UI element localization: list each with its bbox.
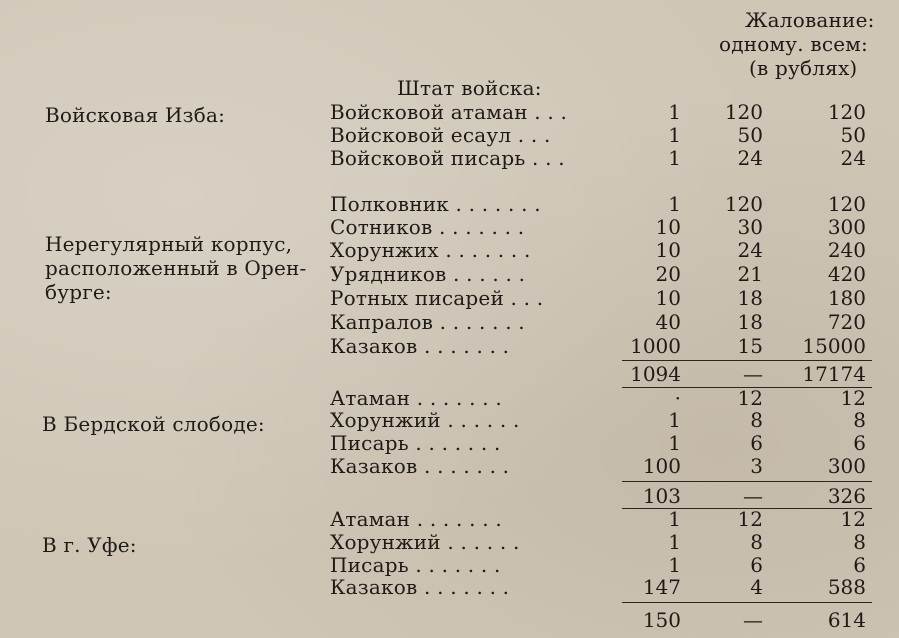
rank-name: Сотников . . . . . . .: [330, 215, 525, 239]
sum-total: 614: [827, 608, 866, 632]
group-label-line: расположенный в Орен-: [45, 256, 307, 280]
count-cell: 10: [655, 238, 681, 262]
rank-name: Писарь . . . . . . .: [330, 431, 501, 455]
each-cell: 12: [737, 386, 763, 410]
rank-name: Войсковой есаул . . .: [330, 123, 551, 147]
each-cell: 24: [737, 238, 763, 262]
each-cell: 6: [750, 431, 763, 455]
each-cell: 8: [750, 408, 763, 432]
count-cell: 1: [668, 123, 681, 147]
rank-name: Казаков . . . . . . .: [330, 334, 510, 358]
count-cell: 1: [668, 431, 681, 455]
total-cell: 24: [840, 146, 866, 170]
rank-name: Ротных писарей . . .: [330, 286, 544, 310]
each-cell: 18: [737, 310, 763, 334]
total-cell: 12: [840, 507, 866, 531]
count-cell: 10: [655, 215, 681, 239]
count-cell: ·: [674, 386, 681, 410]
total-cell: 6: [853, 553, 866, 577]
rank-name: Хорунжий . . . . . .: [330, 530, 520, 554]
rank-name: Казаков . . . . . . .: [330, 454, 510, 478]
each-cell: 120: [724, 100, 763, 124]
total-cell: 50: [840, 123, 866, 147]
each-cell: 6: [750, 553, 763, 577]
each-cell: 18: [737, 286, 763, 310]
count-cell: 1: [668, 507, 681, 531]
sum-count: 1094: [630, 362, 681, 386]
sum-rule: [622, 602, 872, 603]
sum-rule: [622, 360, 872, 361]
group-label: В г. Уфе:: [42, 533, 137, 557]
total-cell: 180: [827, 286, 866, 310]
each-cell: 4: [750, 575, 763, 599]
count-cell: 40: [655, 310, 681, 334]
sum-count: 103: [642, 484, 681, 508]
count-cell: 10: [655, 286, 681, 310]
rank-name: Капралов . . . . . . .: [330, 310, 525, 334]
count-cell: 147: [642, 575, 681, 599]
total-cell: 240: [827, 238, 866, 262]
total-cell: 6: [853, 431, 866, 455]
each-cell: 12: [737, 507, 763, 531]
count-cell: 1: [668, 530, 681, 554]
total-cell: 120: [827, 100, 866, 124]
each-cell: 15: [737, 334, 763, 358]
total-cell: 420: [827, 262, 866, 286]
count-cell: 1: [668, 146, 681, 170]
header-salary: Жалование:: [745, 8, 875, 32]
rank-name: Урядников . . . . . .: [330, 262, 526, 286]
rank-name: Писарь . . . . . . .: [330, 553, 501, 577]
sum-count: 150: [642, 608, 681, 632]
each-cell: 24: [737, 146, 763, 170]
total-cell: 12: [840, 386, 866, 410]
count-cell: 1000: [630, 334, 681, 358]
each-cell: 50: [737, 123, 763, 147]
each-cell: 120: [724, 192, 763, 216]
total-cell: 8: [853, 530, 866, 554]
group-label: В Бердской слободе:: [42, 412, 265, 436]
group-label-line: Нерегулярный корпус,: [45, 232, 293, 256]
total-cell: 120: [827, 192, 866, 216]
sum-rule: [622, 481, 872, 482]
count-cell: 1: [668, 408, 681, 432]
header-salary-columns: одному. всем:: [719, 32, 868, 56]
header-units: (в рублях): [749, 56, 858, 80]
count-cell: 1: [668, 192, 681, 216]
total-cell: 588: [827, 575, 866, 599]
sum-each: —: [743, 484, 763, 508]
rank-name: Хорунжих . . . . . . .: [330, 238, 531, 262]
rank-name: Атаман . . . . . . .: [330, 507, 502, 531]
staff-title: Штат войска:: [397, 76, 542, 100]
group-label-line: бурге:: [45, 280, 112, 304]
count-cell: 100: [642, 454, 681, 478]
each-cell: 30: [737, 215, 763, 239]
group-label: Войсковая Изба:: [45, 103, 226, 127]
count-cell: 1: [668, 100, 681, 124]
each-cell: 3: [750, 454, 763, 478]
rank-name: Казаков . . . . . . .: [330, 575, 510, 599]
sum-total: 326: [827, 484, 866, 508]
rank-name: Полковник . . . . . . .: [330, 192, 541, 216]
each-cell: 8: [750, 530, 763, 554]
rank-name: Атаман . . . . . . .: [330, 386, 502, 410]
count-cell: 1: [668, 553, 681, 577]
total-cell: 15000: [802, 334, 866, 358]
sum-each: —: [743, 608, 763, 632]
rank-name: Хорунжий . . . . . .: [330, 408, 520, 432]
rank-name: Войсковой писарь . . .: [330, 146, 565, 170]
total-cell: 300: [827, 454, 866, 478]
count-cell: 20: [655, 262, 681, 286]
total-cell: 300: [827, 215, 866, 239]
total-cell: 720: [827, 310, 866, 334]
total-cell: 8: [853, 408, 866, 432]
sum-total: 17174: [802, 362, 866, 386]
each-cell: 21: [737, 262, 763, 286]
sum-each: —: [743, 362, 763, 386]
rank-name: Войсковой атаман . . .: [330, 100, 568, 124]
